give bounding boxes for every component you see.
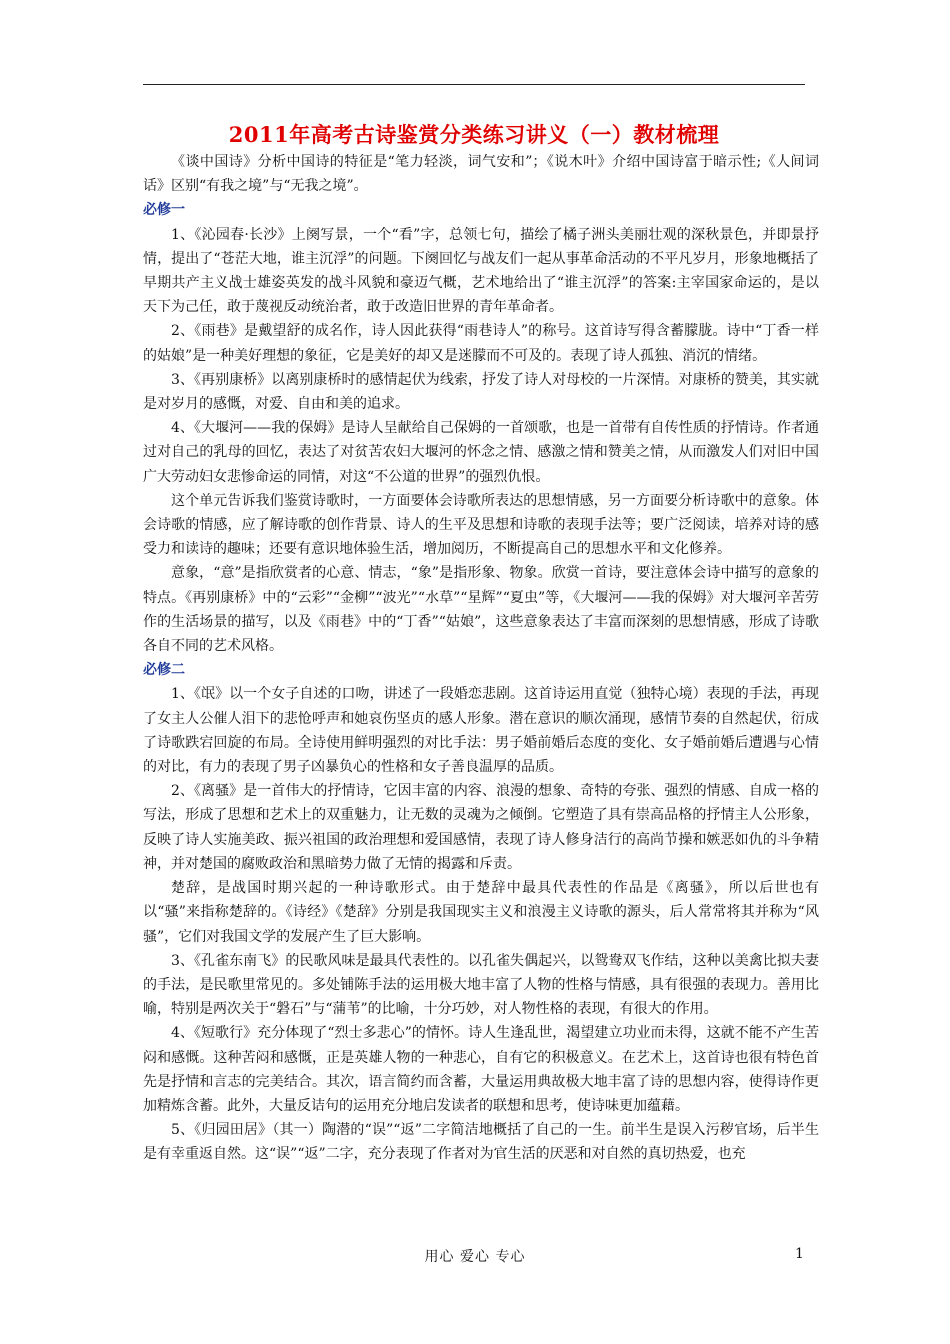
header-rule: [143, 84, 805, 85]
intro-paragraph: 《谈中国诗》分析中国诗的特征是“笔力轻淡，词气安和”；《说木叶》介绍中国诗富于暗示性;《人间词话》区别“有我之境”与“无我之境”。: [143, 154, 819, 195]
paragraph: 楚辞，是战国时期兴起的一种诗歌形式。由于楚辞中最具代表性的作品是《离骚》，所以后世也有以“骚”来指称楚辞的。《诗经》《楚辞》分别是我国现实主义和浪漫主义诗歌的源头，后人常常将其并称为“风骚”，它们对我国文学的发展产生了巨大影响。: [143, 880, 819, 945]
paragraph: 这个单元告诉我们鉴赏诗歌时，一方面要体会诗歌所表达的思想情感，另一方面要分析诗歌中的意象。体会诗歌的情感，应了解诗歌的创作背景、诗人的生平及思想和诗歌的表现手法等；要广泛阅读，培养对诗的感受力和读诗的趣味；还要有意识地体验生活，增加阅历，不断提高自己的思想水平和文化修养。: [143, 492, 819, 558]
paragraph: 4、《短歌行》充分体现了“烈士多悲心”的情怀。诗人生逢乱世，渴望建立功业而未得，这就不能不产生苦闷和感慨。这种苦闷和感慨，正是英雄人物的一种悲心，自有它的积极意义。在艺术上，这首诗也很有特色首先是抒情和言志的完美结合。其次，语言简约而含蓄，大量运用典故极大地丰富了诗的思想内容，使得诗作更加精炼含蓄。此外，大量反诘句的运用充分地启发读者的联想和思考，使诗味更加蕴藉。: [143, 1025, 819, 1114]
paragraph: 意象，“意”是指欣赏者的心意、情志，“象”是指形象、物象。欣赏一首诗，要注意体会诗中描写的意象的特点。《再别康桥》中的“云彩”“金柳”“波光”“水草”“星辉”“夏虫”等，《大堰河——我的保姆》对大堰河辛苦劳作的生活场景的描写，以及《雨巷》中的“丁香”“姑娘”，这些意象表达了丰富而深刻的思想情感，形成了诗歌各自不同的艺术风格。: [143, 565, 819, 655]
section-heading-bixiu2: 必修二: [143, 662, 185, 679]
paragraph: 3、《孔雀东南飞》的民歌风味是最具代表性的。以孔雀失偶起兴，以鸳鸯双飞作结，这种以美禽比拟夫妻的手法，是民歌里常见的。多处铺陈手法的运用极大地丰富了人物的性格与情感，具有很强的表现力。善用比喻，特别是两次关于“磐石”与“蒲苇”的比喻，十分巧妙，对人物性格的表现，有很大的作用。: [143, 952, 819, 1018]
paragraph: 5、《归园田居》（其一）陶潜的“误”“返”二字简洁地概括了自己的一生。前半生是误入污秽官场，后半生是有幸重返自然。这“误”“返”二字，充分表现了作者对为官生活的厌恶和对自然的真切热爱，也充: [143, 1122, 819, 1163]
paragraph: 1、《氓》以一个女子自述的口吻，讲述了一段婚恋悲剧。这首诗运用直觉（独特心境）表现的手法，再现了女主人公催人泪下的悲怆呼声和她哀伤坚贞的感人形象。潜在意识的顺次涌现，感情节奏的自然起伏，衍成了诗歌跌宕回旋的布局。全诗使用鲜明强烈的对比手法：男子婚前婚后态度的变化、女子婚前婚后遭遇与心情的对比，有力的表现了男子凶暴负心的性格和女子善良温厚的品质。: [143, 686, 819, 776]
document-title: 2011年高考古诗鉴赏分类练习讲义（一）教材梳理: [228, 122, 720, 147]
paragraph: 2、《雨巷》是戴望舒的成名作，诗人因此获得“雨巷诗人”的称号。这首诗写得含蓄朦胧。诗中“丁香一样的姑娘”是一种美好理想的象征，它是美好的却又是迷朦而不可及的。表现了诗人孤独、消沉的情绪。: [143, 323, 819, 364]
footer-motto: 用心 爱心 专心: [424, 1249, 526, 1265]
paragraph: 3、《再别康桥》以离别康桥时的感情起伏为线索，抒发了诗人对母校的一片深情。对康桥的赞美，其实就是对岁月的感慨，对爱、自由和美的追求。: [143, 371, 819, 413]
document-body: [143, 150, 819, 1167]
paragraph: 4、《大堰河——我的保姆》是诗人呈献给自己保姆的一首颂歌，也是一首带有自传性质的抒情诗。作者通过对自己的乳母的回忆，表达了对贫苦农妇大堰河的怀念之情、感激之情和赞美之情，从而激发人们对旧中国广大劳动妇女悲惨命运的同情，对这“不公道的世界”的强烈仇恨。: [143, 420, 819, 485]
paragraph: 2、《离骚》是一首伟大的抒情诗，它因丰富的内容、浪漫的想象、奇特的夸张、强烈的情感、自成一格的写法，形成了思想和艺术上的双重魅力，让无数的灵魂为之倾倒。它塑造了具有崇高品格的抒情主人公形象，反映了诗人实施美政、振兴祖国的政治理想和爱国感情，表现了诗人修身洁行的高尚节操和嫉恶如仇的斗争精神，并对楚国的腐败政治和黑暗势力做了无情的揭露和斥责。: [143, 783, 819, 872]
paragraph: 1、《沁园春·长沙》上阕写景，一个“看”字，总领七句，描绘了橘子洲头美丽壮观的深秋景色，并即景抒情，提出了“苍茫大地，谁主沉浮”的问题。下阕回忆与战友们一起从事革命活动的不平凡岁月，形象地概括了早期共产主义战士雄姿英发的战斗风貌和豪迈气概，艺术地给出了“谁主沉浮”的答案:主宰国家命运的，是以天下为己任，敢于蔑视反动统治者，敢于改造旧世界的青年革命者。: [143, 226, 819, 316]
page-number: 1: [795, 1246, 804, 1262]
section-heading-bixiu1: 必修一: [143, 202, 185, 219]
